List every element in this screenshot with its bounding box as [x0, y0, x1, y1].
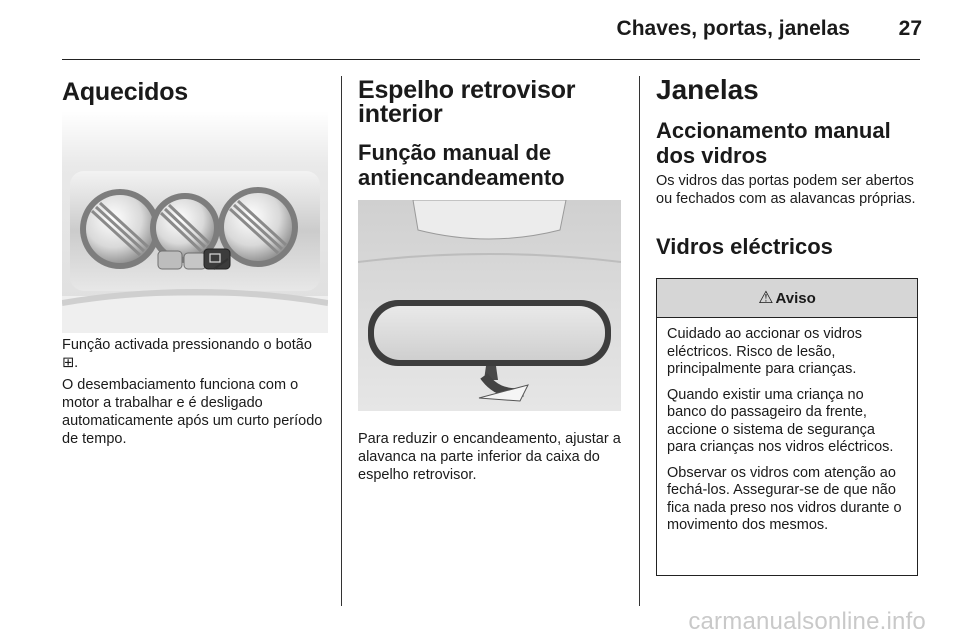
warning-body	[657, 318, 917, 551]
warning-para-2: Quando existir uma criança no banco do passageiro da frente, accione o sistema de segurança para crianças nos vidros eléctricos.	[667, 386, 894, 455]
middle-text	[358, 430, 628, 484]
subheading-manual-windows: Accionamento manual dos vidros	[656, 118, 891, 168]
heater-controls-figure	[62, 111, 328, 333]
heading-heated: Aquecidos	[62, 78, 188, 106]
manual-windows-para: Os vidros das portas podem ser abertos ou fechados com as alavancas próprias.	[656, 173, 916, 207]
heated-para-1: Função activada pressionando o botão ⊞.	[62, 337, 312, 371]
warning-para-3: Observar os vidros com atenção ao fechá-los. Assegurar-se de que não fica nada preso nos vidros durante o movimento dos mesmos.	[667, 464, 902, 533]
left-column	[62, 74, 328, 104]
heading-rearview-mirror: Espelho retrovisor interior	[358, 76, 576, 128]
warning-icon: ⚠	[758, 288, 774, 307]
warning-title: Aviso	[775, 289, 816, 307]
heater-controls-illustration	[62, 111, 328, 333]
heading-windows: Janelas	[656, 74, 759, 105]
watermark: carmanualsonline.info	[688, 608, 926, 635]
warning-header	[657, 279, 917, 318]
rearview-mirror-illustration	[358, 200, 621, 411]
warning-para-1: Cuidado ao accionar os vidros eléctricos. Risco de lesão, principalmente para crianças.	[667, 326, 863, 377]
section-title: Chaves, portas, janelas	[616, 17, 850, 40]
subheading-antiglare: Função manual de antiencandeamento	[358, 140, 565, 190]
rearview-mirror-figure	[358, 200, 621, 411]
page-number: 27	[898, 17, 922, 40]
middle-column	[358, 74, 628, 190]
header-divider	[62, 59, 920, 60]
subheading-power-windows: Vidros eléctricos	[656, 234, 833, 259]
left-text	[62, 336, 330, 448]
mirror-para-1: Para reduzir o encandeamento, ajustar a alavanca na parte inferior da caixa do espelho retrovisor.	[358, 431, 621, 483]
heated-para-2: O desembaciamento funciona com o motor a trabalhar e é desligado automaticamente após um curto período de tempo.	[62, 377, 323, 447]
warning-box	[656, 278, 918, 576]
column-divider-2	[639, 76, 640, 606]
right-column	[656, 74, 924, 259]
column-divider-1	[341, 76, 342, 606]
